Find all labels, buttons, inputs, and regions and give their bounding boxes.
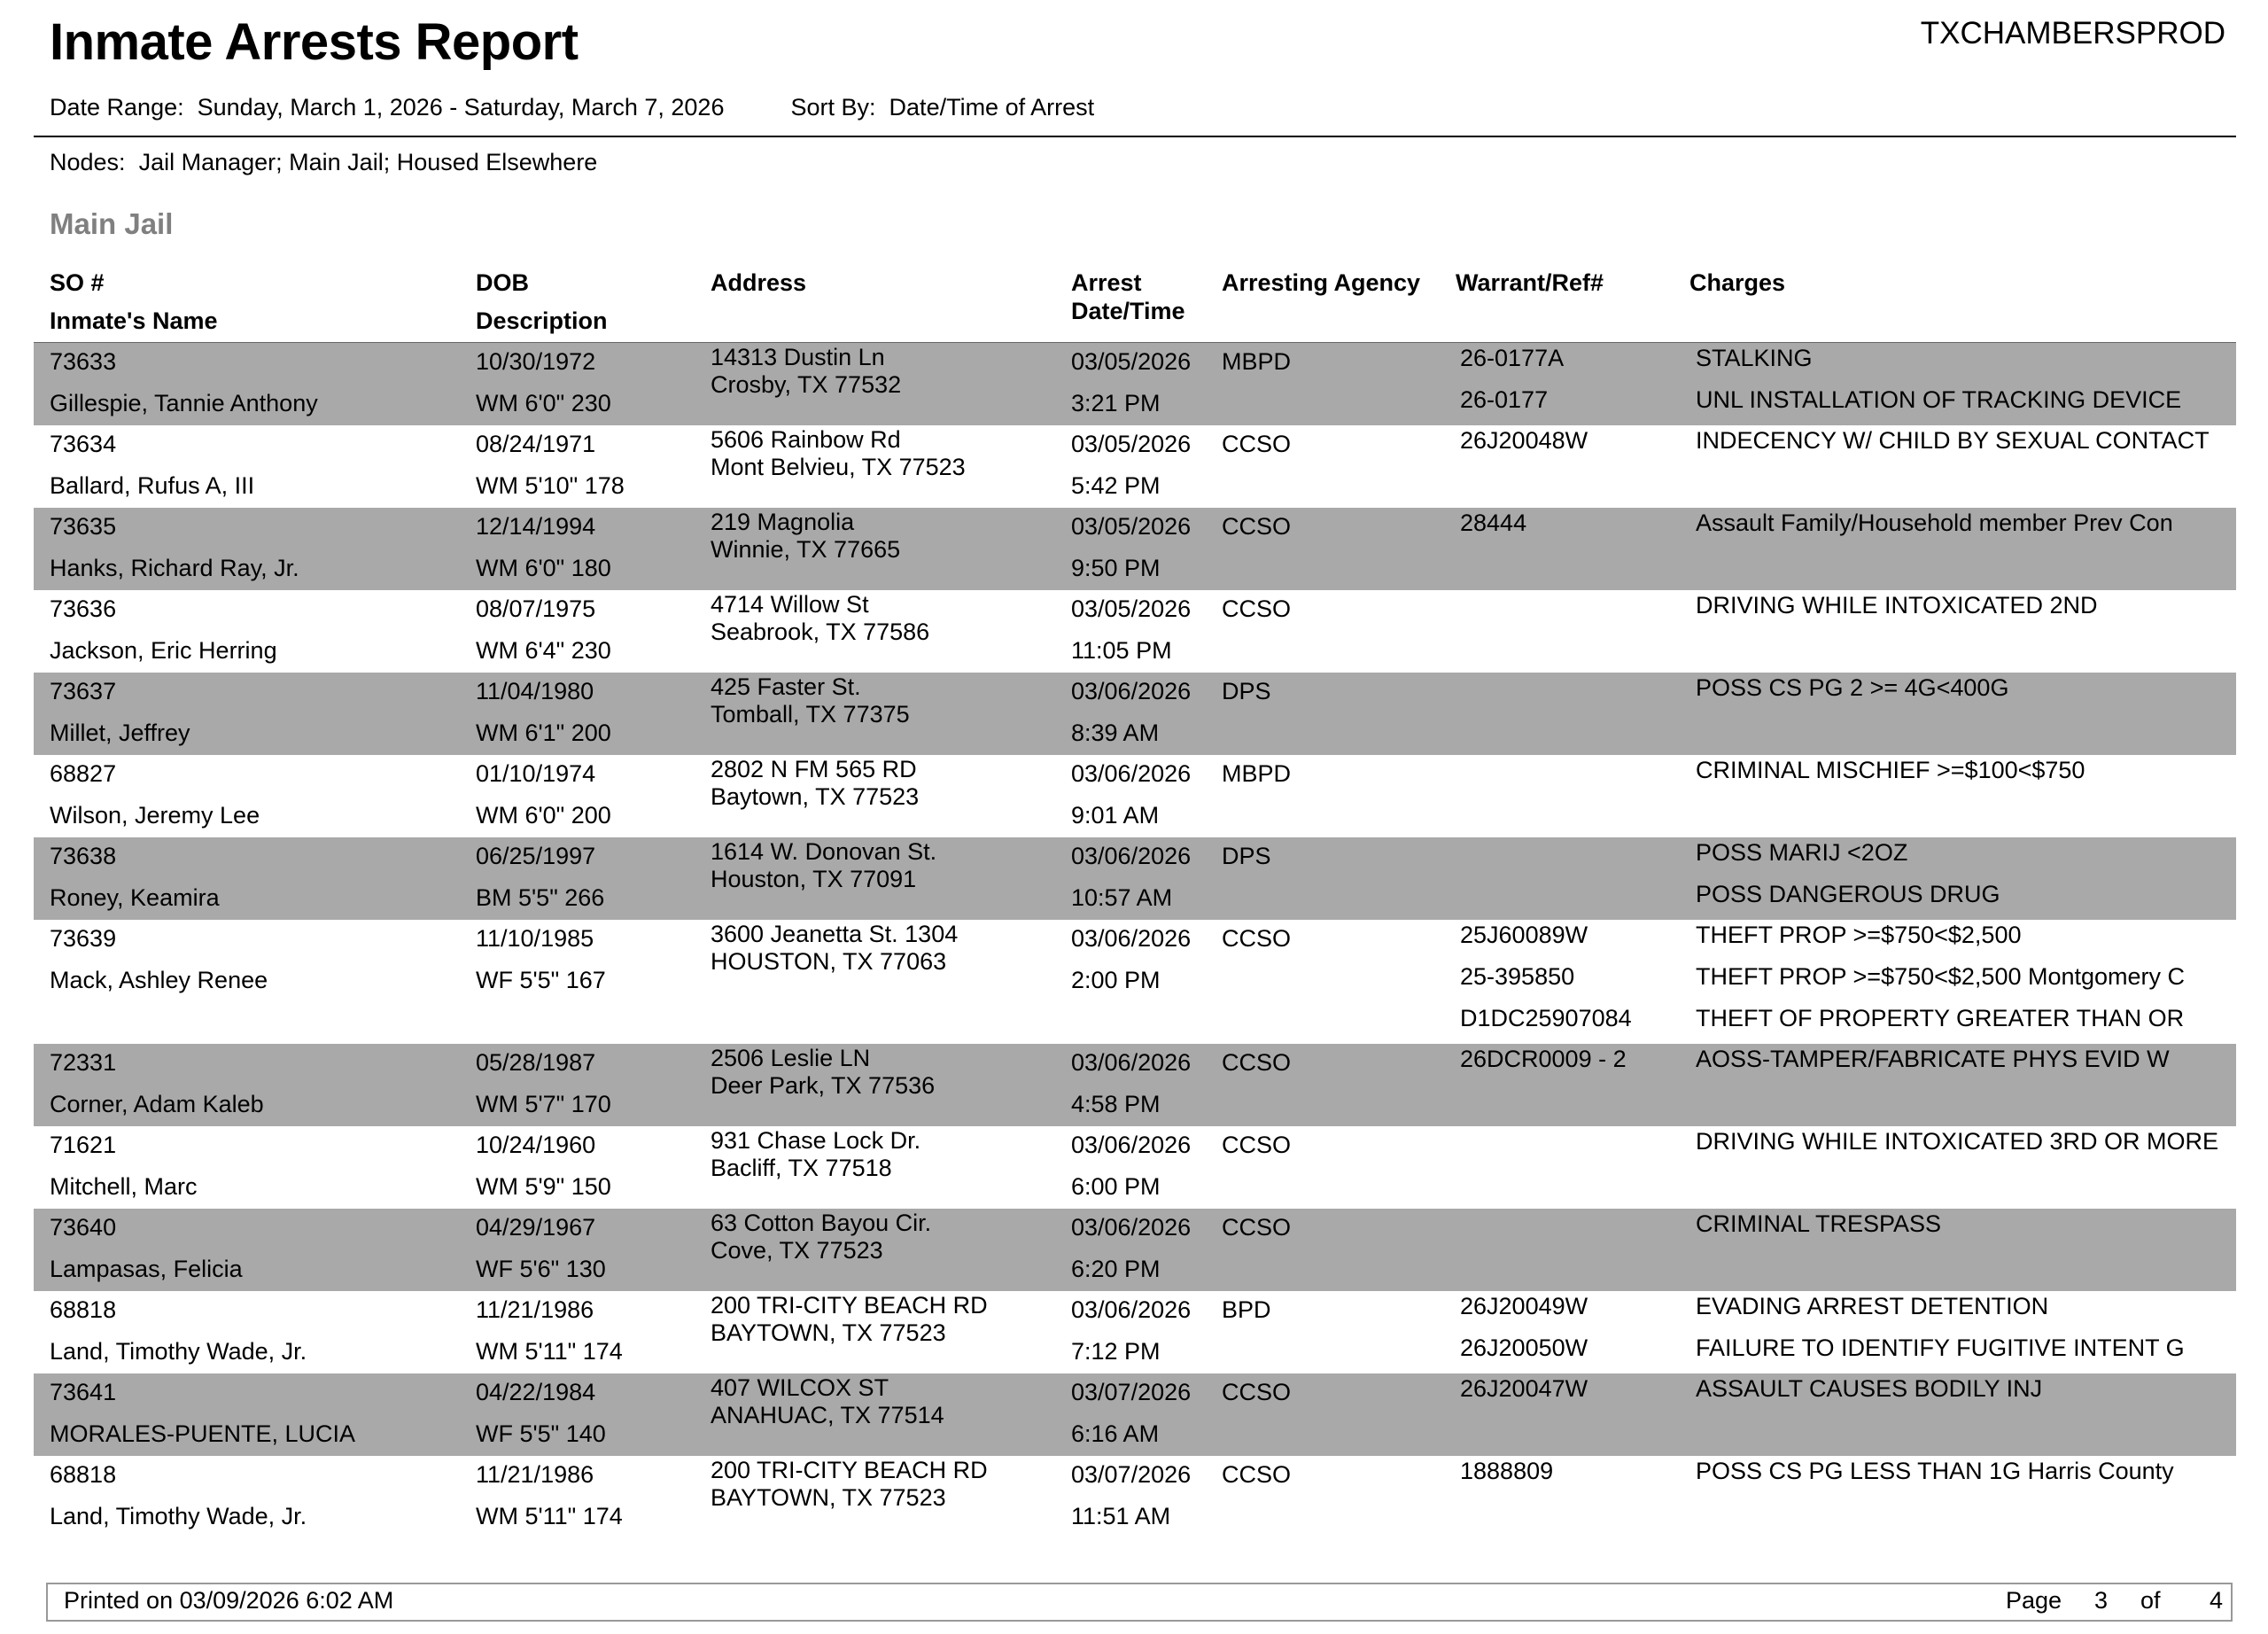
address-line: Cove, TX 77523 bbox=[711, 1237, 883, 1264]
table-row bbox=[34, 673, 2236, 755]
inmate-name: Millet, Jeffrey bbox=[50, 720, 190, 746]
so-number: 73637 bbox=[50, 678, 117, 704]
arresting-agency: CCSO bbox=[1222, 1214, 1292, 1241]
arrest-date: 03/07/2026 bbox=[1071, 1379, 1192, 1405]
charge: POSS MARIJ <2OZ bbox=[1696, 839, 1908, 866]
address-line: BAYTOWN, TX 77523 bbox=[711, 1319, 946, 1346]
header-divider bbox=[34, 136, 2236, 137]
charge: DRIVING WHILE INTOXICATED 3RD OR MORE bbox=[1696, 1128, 2219, 1155]
warrant-ref: 25J60089W bbox=[1460, 922, 1588, 948]
description: WF 5'5" 167 bbox=[476, 967, 606, 993]
arrest-date: 03/06/2026 bbox=[1071, 760, 1192, 787]
table-row bbox=[34, 1209, 2236, 1291]
address bbox=[711, 426, 966, 481]
address bbox=[711, 756, 919, 811]
dob: 04/22/1984 bbox=[476, 1379, 596, 1405]
arrest-time: 11:05 PM bbox=[1071, 637, 1172, 664]
so-number: 73639 bbox=[50, 925, 117, 952]
inmate-name: Lampasas, Felicia bbox=[50, 1256, 243, 1282]
so-number: 73641 bbox=[50, 1379, 117, 1405]
charge: DRIVING WHILE INTOXICATED 2ND bbox=[1696, 592, 2098, 619]
arresting-agency: CCSO bbox=[1222, 1461, 1292, 1488]
charge: POSS DANGEROUS DRUG bbox=[1696, 881, 2000, 907]
col-header-name: Inmate's Name bbox=[50, 307, 218, 334]
arrest-date: 03/05/2026 bbox=[1071, 595, 1192, 622]
inmate-name: MORALES-PUENTE, LUCIA bbox=[50, 1420, 356, 1447]
table-row bbox=[34, 837, 2236, 920]
address bbox=[711, 1045, 935, 1100]
so-number: 73634 bbox=[50, 431, 117, 457]
charge: THEFT PROP >=$750<$2,500 Montgomery C bbox=[1696, 963, 2186, 990]
arrest-date: 03/06/2026 bbox=[1071, 678, 1192, 704]
arrest-date: 03/06/2026 bbox=[1071, 1296, 1192, 1323]
dob: 08/24/1971 bbox=[476, 431, 596, 457]
arrest-time: 6:00 PM bbox=[1071, 1173, 1161, 1200]
address bbox=[711, 591, 929, 646]
description: WM 6'0" 230 bbox=[476, 390, 611, 416]
warrant-ref: 26DCR0009 - 2 bbox=[1460, 1046, 1627, 1072]
inmate-name: Wilson, Jeremy Lee bbox=[50, 802, 260, 829]
arrest-table bbox=[34, 343, 2236, 1538]
charge: FAILURE TO IDENTIFY FUGITIVE INTENT G bbox=[1696, 1334, 2185, 1361]
table-row bbox=[34, 1456, 2236, 1538]
address bbox=[711, 509, 900, 564]
address-line: Deer Park, TX 77536 bbox=[711, 1072, 936, 1099]
arresting-agency: MBPD bbox=[1222, 348, 1292, 375]
dob: 11/10/1985 bbox=[476, 925, 594, 952]
charge: POSS CS PG LESS THAN 1G Harris County bbox=[1696, 1458, 2174, 1484]
system-name: TXCHAMBERSPROD bbox=[1920, 16, 2225, 51]
address-line: 219 Magnolia bbox=[711, 509, 855, 535]
arrest-time: 10:57 AM bbox=[1071, 884, 1173, 911]
table-row bbox=[34, 1373, 2236, 1456]
arresting-agency: CCSO bbox=[1222, 513, 1292, 540]
charge: EVADING ARREST DETENTION bbox=[1696, 1293, 2049, 1319]
so-number: 73638 bbox=[50, 843, 117, 869]
col-header-address: Address bbox=[711, 269, 807, 296]
so-number: 73633 bbox=[50, 348, 117, 375]
arrest-time: 2:00 PM bbox=[1071, 967, 1161, 993]
address bbox=[711, 1292, 988, 1347]
inmate-name: Mack, Ashley Renee bbox=[50, 967, 268, 993]
table-row bbox=[34, 508, 2236, 590]
address bbox=[711, 1127, 920, 1182]
charge: AOSS-TAMPER/FABRICATE PHYS EVID W bbox=[1696, 1046, 2170, 1072]
address-line: ANAHUAC, TX 77514 bbox=[711, 1402, 944, 1428]
arrest-time: 11:51 AM bbox=[1071, 1503, 1171, 1529]
arresting-agency: CCSO bbox=[1222, 1379, 1292, 1405]
arrest-time: 7:12 PM bbox=[1071, 1338, 1161, 1365]
address-line: Baytown, TX 77523 bbox=[711, 783, 920, 810]
page-footer bbox=[46, 1583, 2233, 1622]
arresting-agency: DPS bbox=[1222, 678, 1271, 704]
charge: CRIMINAL TRESPASS bbox=[1696, 1210, 1942, 1237]
address-line: Seabrook, TX 77586 bbox=[711, 619, 930, 645]
charge: STALKING bbox=[1696, 345, 1813, 371]
inmate-name: Roney, Keamira bbox=[50, 884, 220, 911]
so-number: 73635 bbox=[50, 513, 117, 540]
arrest-date: 03/06/2026 bbox=[1071, 1214, 1192, 1241]
address-line: 2802 N FM 565 RD bbox=[711, 756, 917, 782]
so-number: 72331 bbox=[50, 1049, 117, 1076]
so-number: 68818 bbox=[50, 1296, 117, 1323]
arrest-time: 3:21 PM bbox=[1071, 390, 1161, 416]
arresting-agency: MBPD bbox=[1222, 760, 1292, 787]
address-line: 4714 Willow St bbox=[711, 591, 869, 618]
address-line: 200 TRI-CITY BEACH RD bbox=[711, 1457, 988, 1483]
dob: 04/29/1967 bbox=[476, 1214, 596, 1241]
arrest-date: 03/05/2026 bbox=[1071, 348, 1192, 375]
dob: 10/30/1972 bbox=[476, 348, 596, 375]
nodes-line bbox=[50, 149, 597, 176]
arrest-date: 03/05/2026 bbox=[1071, 431, 1192, 457]
arrest-time: 9:50 PM bbox=[1071, 555, 1161, 581]
address-line: Bacliff, TX 77518 bbox=[711, 1155, 892, 1181]
arrest-time: 4:58 PM bbox=[1071, 1091, 1161, 1117]
warrant-ref: 26J20050W bbox=[1460, 1334, 1588, 1361]
date-range-value: Sunday, March 1, 2026 - Saturday, March 7, 2026 bbox=[197, 94, 725, 121]
address-line: Crosby, TX 77532 bbox=[711, 371, 902, 398]
arresting-agency: CCSO bbox=[1222, 1132, 1292, 1158]
arrest-date: 03/06/2026 bbox=[1071, 925, 1192, 952]
nodes-label: Nodes: bbox=[50, 149, 126, 175]
address bbox=[711, 921, 958, 976]
description: WM 5'11" 174 bbox=[476, 1503, 623, 1529]
table-row bbox=[34, 1044, 2236, 1126]
address-line: 14313 Dustin Ln bbox=[711, 344, 885, 370]
description: WM 6'0" 200 bbox=[476, 802, 611, 829]
charge: INDECENCY W/ CHILD BY SEXUAL CONTACT bbox=[1696, 427, 2210, 454]
col-header-warrant: Warrant/Ref# bbox=[1456, 269, 1604, 296]
address-line: 1614 W. Donovan St. bbox=[711, 838, 937, 865]
dob: 10/24/1960 bbox=[476, 1132, 596, 1158]
address-line: Tomball, TX 77375 bbox=[711, 701, 910, 728]
col-header-agency: Arresting Agency bbox=[1222, 269, 1421, 296]
warrant-ref: 26-0177A bbox=[1460, 345, 1565, 371]
address-line: 2506 Leslie LN bbox=[711, 1045, 871, 1071]
address-line: Mont Belvieu, TX 77523 bbox=[711, 454, 966, 480]
warrant-ref: 26J20047W bbox=[1460, 1375, 1588, 1402]
arresting-agency: CCSO bbox=[1222, 431, 1292, 457]
charge: ASSAULT CAUSES BODILY INJ bbox=[1696, 1375, 2043, 1402]
warrant-ref: 28444 bbox=[1460, 510, 1527, 536]
charge: Assault Family/Household member Prev Con bbox=[1696, 510, 2173, 536]
table-row bbox=[34, 425, 2236, 508]
arrest-date: 03/06/2026 bbox=[1071, 1049, 1192, 1076]
address-line: 200 TRI-CITY BEACH RD bbox=[711, 1292, 988, 1319]
table-row bbox=[34, 1291, 2236, 1373]
inmate-name: Gillespie, Tannie Anthony bbox=[50, 390, 318, 416]
description: WM 5'11" 174 bbox=[476, 1338, 623, 1365]
address-line: 3600 Jeanetta St. 1304 bbox=[711, 921, 959, 947]
dob: 11/21/1986 bbox=[476, 1461, 594, 1488]
inmate-name: Jackson, Eric Herring bbox=[50, 637, 277, 664]
sort-value: Date/Time of Arrest bbox=[889, 94, 1095, 121]
col-header-charges: Charges bbox=[1689, 269, 1786, 296]
arresting-agency: CCSO bbox=[1222, 925, 1292, 952]
col-header-dob: DOB bbox=[476, 269, 529, 296]
arresting-agency: CCSO bbox=[1222, 1049, 1292, 1076]
table-row bbox=[34, 755, 2236, 837]
dob: 01/10/1974 bbox=[476, 760, 596, 787]
description: WM 5'10" 178 bbox=[476, 472, 625, 499]
arrest-date: 03/06/2026 bbox=[1071, 1132, 1192, 1158]
description: WF 5'5" 140 bbox=[476, 1420, 606, 1447]
description: WM 6'4" 230 bbox=[476, 637, 611, 664]
so-number: 73640 bbox=[50, 1214, 117, 1241]
address-line: 425 Faster St. bbox=[711, 673, 861, 700]
description: WM 6'1" 200 bbox=[476, 720, 611, 746]
printed-timestamp: Printed on 03/09/2026 6:02 AM bbox=[64, 1587, 394, 1614]
address-line: 5606 Rainbow Rd bbox=[711, 426, 901, 453]
col-header-arrest-datetime: Date/Time bbox=[1071, 298, 1185, 324]
arrest-date: 03/06/2026 bbox=[1071, 843, 1192, 869]
warrant-ref: 26-0177 bbox=[1460, 386, 1549, 413]
so-number: 68827 bbox=[50, 760, 117, 787]
dob: 08/07/1975 bbox=[476, 595, 596, 622]
address-line: HOUSTON, TX 77063 bbox=[711, 948, 947, 975]
charge: THEFT OF PROPERTY GREATER THAN OR bbox=[1696, 1005, 2185, 1031]
warrant-ref: 26J20049W bbox=[1460, 1293, 1588, 1319]
dob: 05/28/1987 bbox=[476, 1049, 596, 1076]
arrest-time: 6:16 AM bbox=[1071, 1420, 1160, 1447]
so-number: 73636 bbox=[50, 595, 117, 622]
dob: 11/21/1986 bbox=[476, 1296, 594, 1323]
inmate-name: Corner, Adam Kaleb bbox=[50, 1091, 264, 1117]
address-line: Winnie, TX 77665 bbox=[711, 536, 901, 563]
section-title: Main Jail bbox=[50, 207, 174, 240]
inmate-name: Ballard, Rufus A, III bbox=[50, 472, 255, 499]
dob: 06/25/1997 bbox=[476, 843, 596, 869]
table-row bbox=[34, 590, 2236, 673]
page-label: Page bbox=[2006, 1587, 2062, 1614]
warrant-ref: 1888809 bbox=[1460, 1458, 1554, 1484]
charge: UNL INSTALLATION OF TRACKING DEVICE bbox=[1696, 386, 2182, 413]
report-title: Inmate Arrests Report bbox=[50, 13, 579, 71]
arrest-date: 03/05/2026 bbox=[1071, 513, 1192, 540]
col-header-arrest: Arrest bbox=[1071, 269, 1142, 296]
inmate-name: Land, Timothy Wade, Jr. bbox=[50, 1338, 307, 1365]
nodes-value: Jail Manager; Main Jail; Housed Elsewhere bbox=[138, 149, 598, 175]
address bbox=[711, 344, 901, 399]
arrest-time: 9:01 AM bbox=[1071, 802, 1160, 829]
address-line: 931 Chase Lock Dr. bbox=[711, 1127, 921, 1154]
address-line: 63 Cotton Bayou Cir. bbox=[711, 1210, 932, 1236]
col-header-so: SO # bbox=[50, 269, 105, 296]
arresting-agency: DPS bbox=[1222, 843, 1271, 869]
arresting-agency: BPD bbox=[1222, 1296, 1271, 1323]
sort-label: Sort By: bbox=[790, 94, 876, 121]
dob: 12/14/1994 bbox=[476, 513, 596, 540]
so-number: 68818 bbox=[50, 1461, 117, 1488]
description: WM 5'9" 150 bbox=[476, 1173, 611, 1200]
page-total: 4 bbox=[2210, 1587, 2224, 1614]
table-row bbox=[34, 1126, 2236, 1209]
address-line: 407 WILCOX ST bbox=[711, 1374, 889, 1401]
dob: 11/04/1980 bbox=[476, 678, 594, 704]
description: WM 5'7" 170 bbox=[476, 1091, 611, 1117]
arrest-time: 6:20 PM bbox=[1071, 1256, 1161, 1282]
arrest-time: 8:39 AM bbox=[1071, 720, 1160, 746]
warrant-ref: D1DC25907084 bbox=[1460, 1005, 1632, 1031]
description: WF 5'6" 130 bbox=[476, 1256, 606, 1282]
address-line: BAYTOWN, TX 77523 bbox=[711, 1484, 946, 1511]
description: BM 5'5" 266 bbox=[476, 884, 605, 911]
address bbox=[711, 1457, 988, 1512]
arrest-date: 03/07/2026 bbox=[1071, 1461, 1192, 1488]
table-row bbox=[34, 920, 2236, 1044]
arrest-time: 5:42 PM bbox=[1071, 472, 1161, 499]
charge: CRIMINAL MISCHIEF >=$100<$750 bbox=[1696, 757, 2085, 783]
address bbox=[711, 1210, 931, 1264]
charge: POSS CS PG 2 >= 4G<400G bbox=[1696, 674, 2009, 701]
page-number: 3 bbox=[2094, 1587, 2109, 1614]
description: WM 6'0" 180 bbox=[476, 555, 611, 581]
address bbox=[711, 1374, 944, 1429]
inmate-name: Land, Timothy Wade, Jr. bbox=[50, 1503, 307, 1529]
address bbox=[711, 673, 910, 728]
warrant-ref: 25-395850 bbox=[1460, 963, 1575, 990]
address-line: Houston, TX 77091 bbox=[711, 866, 917, 892]
date-range-label: Date Range: bbox=[50, 94, 184, 121]
inmate-name: Mitchell, Marc bbox=[50, 1173, 198, 1200]
report-meta bbox=[50, 94, 1094, 121]
col-header-description: Description bbox=[476, 307, 608, 334]
address bbox=[711, 838, 936, 893]
charge: THEFT PROP >=$750<$2,500 bbox=[1696, 922, 2022, 948]
arresting-agency: CCSO bbox=[1222, 595, 1292, 622]
table-row bbox=[34, 343, 2236, 425]
of-label: of bbox=[2140, 1587, 2161, 1614]
inmate-name: Hanks, Richard Ray, Jr. bbox=[50, 555, 299, 581]
so-number: 71621 bbox=[50, 1132, 117, 1158]
warrant-ref: 26J20048W bbox=[1460, 427, 1588, 454]
